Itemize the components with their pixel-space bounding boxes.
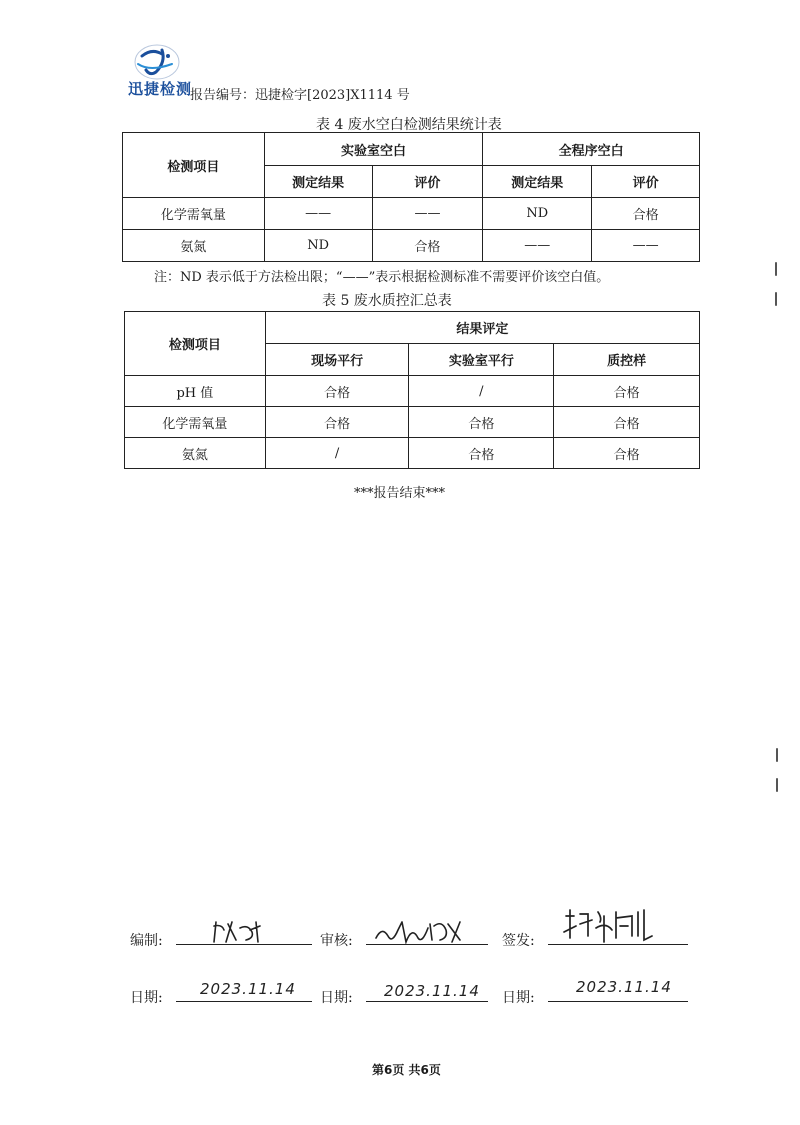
t4-group-full-blank: 全程序空白 xyxy=(483,133,700,166)
date-line-compiler xyxy=(176,1001,312,1002)
t4-full-eval: 合格 xyxy=(592,198,700,230)
t5-qc: 合格 xyxy=(554,376,700,407)
t5-sub-lab-parallel: 实验室平行 xyxy=(409,344,554,376)
binding-mark xyxy=(776,778,778,792)
qc-summary-table xyxy=(124,311,700,469)
t5-item: pH 值 xyxy=(125,376,266,407)
logo-text: 迅捷检测 xyxy=(128,80,193,98)
table4-caption: 表 4 废水空白检测结果统计表 xyxy=(316,117,502,133)
table-row xyxy=(123,198,700,230)
compiler-label: 编制: xyxy=(130,933,163,949)
t5-sub-qc-sample: 质控样 xyxy=(554,344,700,376)
table-row xyxy=(125,376,700,407)
t5-sub-field-parallel: 现场平行 xyxy=(265,344,409,376)
date-line-issuer xyxy=(548,1001,688,1002)
issuer-signature xyxy=(560,906,660,946)
t4-full-result: —— xyxy=(483,230,592,262)
page-number: 第6页 共6页 xyxy=(372,1063,441,1077)
t4-item: 化学需氧量 xyxy=(123,198,265,230)
t4-sub-eval-full: 评价 xyxy=(592,166,700,198)
t5-field: 合格 xyxy=(265,376,409,407)
table-row xyxy=(125,407,700,438)
binding-mark xyxy=(775,262,777,276)
compile-date: 2023.11.14 xyxy=(200,980,296,998)
t5-field: / xyxy=(265,438,409,469)
t4-lab-result: ND xyxy=(264,230,372,262)
t5-lab: 合格 xyxy=(409,407,554,438)
t4-col-item: 检测项目 xyxy=(123,133,265,198)
report-number: 报告编号：迅捷检字[2023]X1114 号 xyxy=(190,88,410,103)
t4-item: 氨氮 xyxy=(123,230,265,262)
t4-lab-result: —— xyxy=(264,198,372,230)
t4-lab-eval: 合格 xyxy=(372,230,483,262)
table-row xyxy=(123,230,700,262)
logo-emblem-icon xyxy=(128,42,186,82)
table5-caption: 表 5 废水质控汇总表 xyxy=(322,293,452,309)
blank-test-table xyxy=(122,132,700,262)
t5-lab: 合格 xyxy=(409,438,554,469)
reviewer-signature xyxy=(372,916,472,948)
t4-lab-eval: —— xyxy=(372,198,483,230)
t4-sub-eval-lab: 评价 xyxy=(372,166,483,198)
t5-lab: / xyxy=(409,376,554,407)
binding-mark xyxy=(775,292,777,306)
table4-note: 注：ND 表示低于方法检出限；“——”表示根据检测标准不需要评价该空白值。 xyxy=(154,270,610,285)
t5-item: 氨氮 xyxy=(125,438,266,469)
t5-item: 化学需氧量 xyxy=(125,407,266,438)
table-row xyxy=(125,438,700,469)
t5-qc: 合格 xyxy=(554,438,700,469)
date-line-reviewer xyxy=(366,1001,488,1002)
t4-full-result: ND xyxy=(483,198,592,230)
issue-date: 2023.11.14 xyxy=(576,978,672,996)
binding-mark xyxy=(776,748,778,762)
t5-col-item: 检测项目 xyxy=(125,312,266,376)
date-label-issuer: 日期: xyxy=(502,990,535,1006)
compiler-signature xyxy=(210,918,270,946)
issuer-label: 签发: xyxy=(502,933,535,949)
date-label-reviewer: 日期: xyxy=(320,990,353,1006)
t5-group-result: 结果评定 xyxy=(265,312,699,344)
report-end-marker: ***报告结束*** xyxy=(354,486,446,501)
review-date: 2023.11.14 xyxy=(384,982,480,1000)
reviewer-label: 审核: xyxy=(320,933,353,949)
t4-sub-result-full: 测定结果 xyxy=(483,166,592,198)
date-label-compiler: 日期: xyxy=(130,990,163,1006)
t5-qc: 合格 xyxy=(554,407,700,438)
t4-full-eval: —— xyxy=(592,230,700,262)
t4-group-lab-blank: 实验室空白 xyxy=(264,133,483,166)
t5-field: 合格 xyxy=(265,407,409,438)
t4-sub-result-lab: 测定结果 xyxy=(264,166,372,198)
